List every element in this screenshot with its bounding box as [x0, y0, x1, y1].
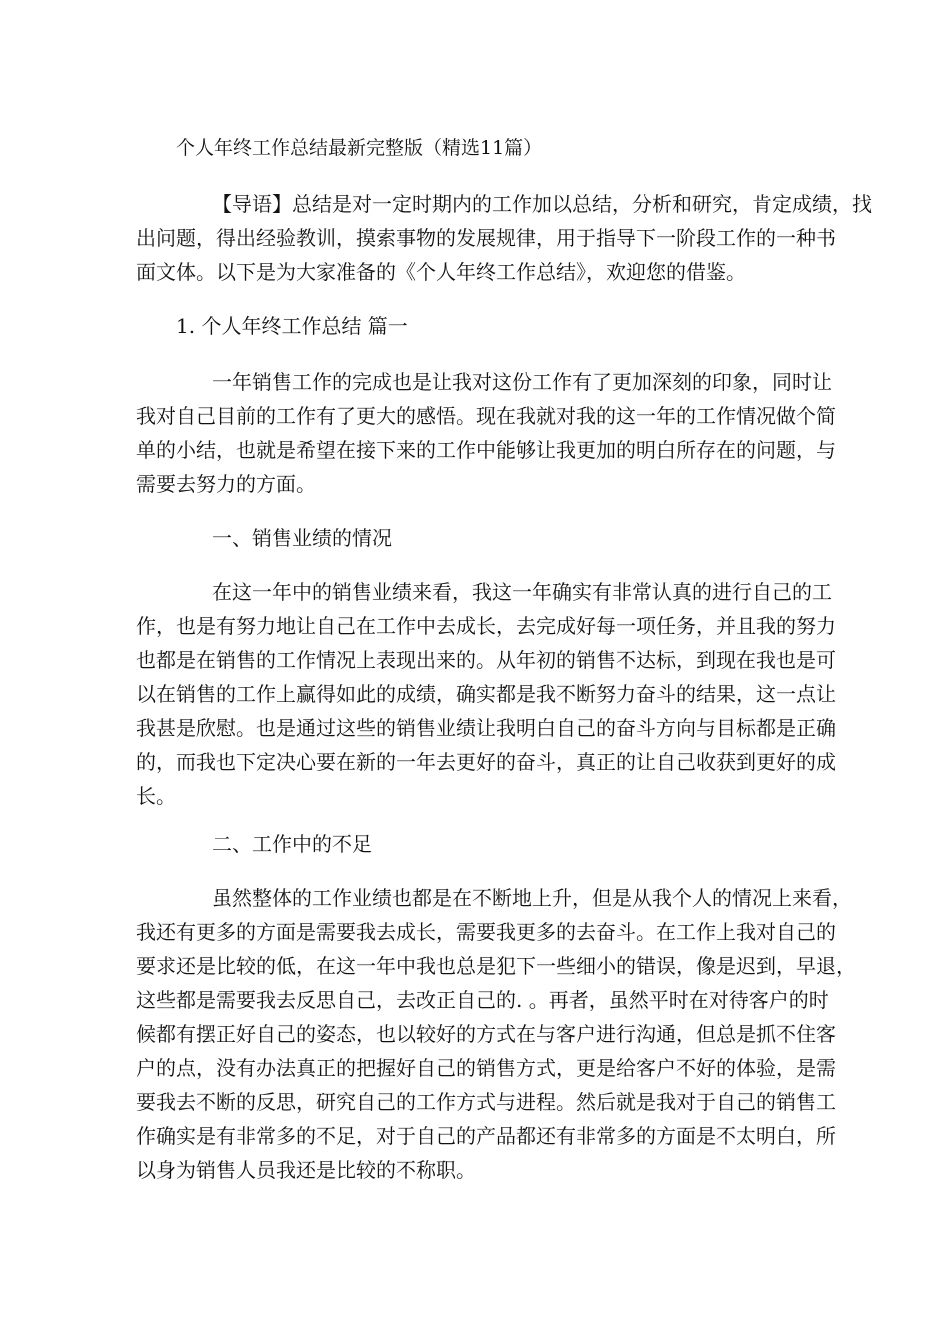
para2-line-6: 的，而我也下定决心要在新的一年去更好的奋斗，真正的让自己收获到更好的成	[136, 750, 836, 774]
intro-line-2: 出问题，得出经验教训，摸索事物的发展规律，用于指导下一阶段工作的一种书	[136, 226, 836, 250]
para2-line-3: 也都是在销售的工作情况上表现出来的。从年初的销售不达标，到现在我也是可	[136, 648, 836, 672]
para1-line-2: 我对自己目前的工作有了更大的感悟。现在我就对我的这一年的工作情况做个简	[136, 404, 836, 428]
para3-line-5: 候都有摆正好自己的姿态，也以较好的方式在与客户进行沟通，但总是抓不住客	[136, 1022, 836, 1046]
para3-line-3: 要求还是比较的低，在这一年中我也总是犯下一些细小的错误，像是迟到，早退，	[136, 954, 856, 978]
para3-line-6: 户的点，没有办法真正的把握好自己的销售方式，更是给客户不好的体验，是需	[136, 1056, 836, 1080]
para3-line-1: 虽然整体的工作业绩也都是在不断地上升，但是从我个人的情况上来看，	[212, 886, 852, 910]
para1-line-4: 需要去努力的方面。	[136, 472, 316, 496]
intro-line-1: 【导语】总结是对一定时期内的工作加以总结，分析和研究，肯定成绩，找	[212, 192, 872, 216]
para2-line-5: 我甚是欣慰。也是通过这些的销售业绩让我明白自己的奋斗方向与目标都是正确	[136, 716, 836, 740]
para1-line-1: 一年销售工作的完成也是让我对这份工作有了更加深刻的印象，同时让	[212, 370, 832, 394]
para3-line-7: 要我去不断的反思，研究自己的工作方式与进程。然后就是我对于自己的销售工	[136, 1090, 836, 1114]
intro-line-3: 面文体。以下是为大家准备的《个人年终工作总结》，欢迎您的借鉴。	[136, 260, 746, 284]
section-heading: 1. 个人年终工作总结 篇一	[176, 314, 408, 338]
para2-line-2: 作，也是有努力地让自己在工作中去成长，去完成好每一项任务，并且我的努力	[136, 614, 836, 638]
para2-line-1: 在这一年中的销售业绩来看，我这一年确实有非常认真的进行自己的工	[212, 580, 832, 604]
para3-line-2: 我还有更多的方面是需要我去成长，需要我更多的去奋斗。在工作上我对自己的	[136, 920, 836, 944]
subheading-sales-performance: 一、销售业绩的情况	[212, 526, 392, 550]
para3-line-8: 作确实是有非常多的不足，对于自己的产品都还有非常多的方面是不太明白，所	[136, 1124, 836, 1148]
para3-line-4: 这些都是需要我去反思自己，去改正自己的. 。再者，虽然平时在对待客户的时	[136, 988, 829, 1012]
document-title: 个人年终工作总结最新完整版（精选11篇）	[176, 137, 543, 159]
para2-line-4: 以在销售的工作上赢得如此的成绩，确实都是我不断努力奋斗的结果，这一点让	[136, 682, 836, 706]
para2-line-7: 长。	[136, 784, 176, 808]
para1-line-3: 单的小结，也就是希望在接下来的工作中能够让我更加的明白所存在的问题，与	[136, 438, 836, 462]
subheading-shortcomings: 二、工作中的不足	[212, 832, 372, 856]
para3-line-9: 以身为销售人员我还是比较的不称职。	[136, 1158, 476, 1182]
